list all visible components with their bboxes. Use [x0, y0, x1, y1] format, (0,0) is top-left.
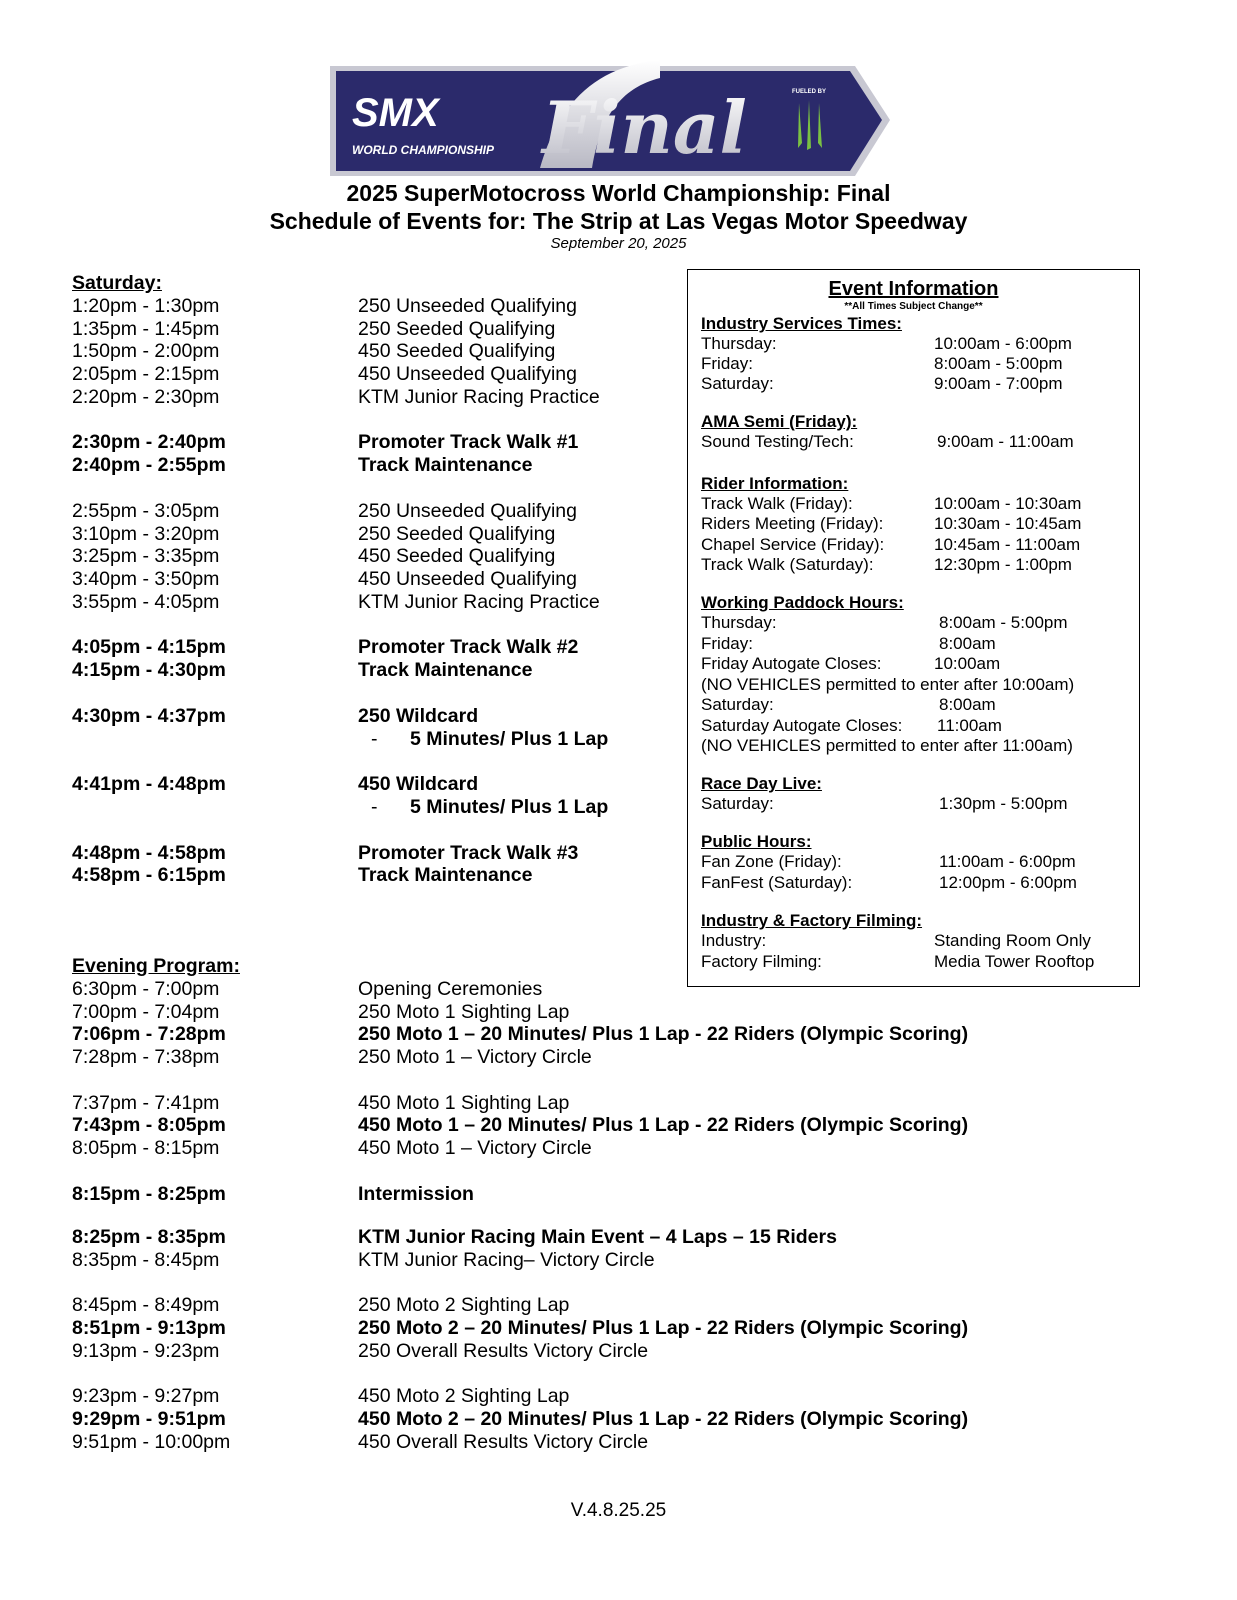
rider-information-heading: Rider Information: — [701, 474, 849, 493]
info-row: Friday: 8:00am - 5:00pm — [701, 354, 1063, 373]
logo-graphic — [330, 58, 900, 182]
logo-smx-text: SMX — [352, 91, 439, 135]
schedule-row: 3:40pm - 3:50pm 450 Unseeded Qualifying — [72, 568, 577, 590]
schedule-row: 8:05pm - 8:15pm 450 Moto 1 – Victory Circle — [72, 1137, 592, 1159]
info-row: Riders Meeting (Friday): 10:30am - 10:45am — [701, 514, 1082, 533]
info-row: Factory Filming: Media Tower Rooftop — [701, 952, 1095, 971]
info-row: Friday Autogate Closes: 10:00am — [701, 654, 1001, 673]
schedule-row: 3:10pm - 3:20pm 250 Seeded Qualifying — [72, 523, 556, 545]
schedule-row: 7:28pm - 7:38pm 250 Moto 1 – Victory Circle — [72, 1046, 592, 1068]
schedule-row: 7:00pm - 7:04pm 250 Moto 1 Sighting Lap — [72, 1001, 570, 1023]
info-title: Event Information — [828, 278, 999, 300]
schedule-row: 1:20pm - 1:30pm 250 Unseeded Qualifying — [72, 295, 577, 317]
info-row: Friday: 8:00am — [701, 634, 996, 653]
schedule-row: 8:35pm - 8:45pm KTM Junior Racing– Victory Circle — [72, 1249, 655, 1271]
info-row: Industry: Standing Room Only — [701, 931, 1091, 950]
schedule-row: 6:30pm - 7:00pm Opening Ceremonies — [72, 978, 543, 1000]
logo-final-text: Final — [542, 85, 747, 170]
schedule-row: 4:58pm - 6:15pm Track Maintenance — [72, 864, 533, 886]
ama-semi-heading: AMA Semi (Friday): — [701, 412, 858, 431]
schedule-row: 9:29pm - 9:51pm 450 Moto 2 – 20 Minutes/ Plus 1 Lap - 22 Riders (Olympic Scoring) — [72, 1408, 969, 1430]
event-date: September 20, 2025 — [550, 235, 687, 252]
version-label: V.4.8.25.25 — [570, 1500, 667, 1521]
saturday-heading: Saturday: — [72, 272, 162, 294]
schedule-row: 2:40pm - 2:55pm Track Maintenance — [72, 454, 533, 476]
schedule-row: 3:25pm - 3:35pm 450 Seeded Qualifying — [72, 545, 556, 567]
schedule-row: 3:55pm - 4:05pm KTM Junior Racing Practice — [72, 591, 600, 613]
info-row: Fan Zone (Friday): 11:00am - 6:00pm — [701, 852, 1076, 871]
schedule-row: 7:43pm - 8:05pm 450 Moto 1 – 20 Minutes/ Plus 1 Lap - 22 Riders (Olympic Scoring) — [72, 1114, 969, 1136]
schedule-row: 8:45pm - 8:49pm 250 Moto 2 Sighting Lap — [72, 1294, 570, 1316]
event-information-box — [687, 269, 1140, 987]
page-title: 2025 SuperMotocross World Championship: Final — [346, 180, 891, 206]
logo-world-championship-text: WORLD CHAMPIONSHIP — [352, 143, 494, 157]
schedule-row: 7:37pm - 7:41pm 450 Moto 1 Sighting Lap — [72, 1092, 570, 1114]
schedule-row: 2:30pm - 2:40pm Promoter Track Walk #1 — [72, 431, 579, 453]
page-subtitle: Schedule of Events for: The Strip at Las Vegas Motor Speedway — [269, 208, 968, 234]
info-row: Thursday: 10:00am - 6:00pm — [701, 334, 1072, 353]
logo-fueled-by-text: FUELED BY — [792, 89, 827, 95]
info-row: Chapel Service (Friday): 10:45am - 11:00am — [701, 535, 1081, 554]
schedule-row: 2:05pm - 2:15pm 450 Unseeded Qualifying — [72, 363, 577, 385]
schedule-row: 1:50pm - 2:00pm 450 Seeded Qualifying — [72, 340, 556, 362]
schedule-row: 4:30pm - 4:37pm 250 Wildcard — [72, 705, 479, 727]
schedule-row: 8:25pm - 8:35pm KTM Junior Racing Main Event – 4 Laps – 15 Riders — [72, 1226, 837, 1248]
schedule-row: 4:48pm - 4:58pm Promoter Track Walk #3 — [72, 842, 579, 864]
schedule-row: 7:06pm - 7:28pm 250 Moto 1 – 20 Minutes/ Plus 1 Lap - 22 Riders (Olympic Scoring) — [72, 1023, 969, 1045]
industry-services-heading: Industry Services Times: — [701, 314, 902, 333]
friday-vehicle-note: (NO VEHICLES permitted to enter after 10:00am) — [701, 675, 1075, 694]
info-row: Thursday: 8:00am - 5:00pm — [701, 613, 1068, 632]
schedule-row: 8:15pm - 8:25pm Intermission — [72, 1183, 474, 1205]
info-note: **All Times Subject Change** — [844, 301, 983, 312]
info-row: FanFest (Saturday): 12:00pm - 6:00pm — [701, 873, 1077, 892]
filming-heading: Industry & Factory Filming: — [701, 911, 923, 930]
schedule-row: 8:51pm - 9:13pm 250 Moto 2 – 20 Minutes/ Plus 1 Lap - 22 Riders (Olympic Scoring) — [72, 1317, 969, 1339]
schedule-row: 4:41pm - 4:48pm 450 Wildcard — [72, 773, 479, 795]
schedule-row: 9:23pm - 9:27pm 450 Moto 2 Sighting Lap — [72, 1385, 570, 1407]
info-row: Saturday Autogate Closes: 11:00am — [701, 716, 1002, 735]
public-hours-heading: Public Hours: — [701, 832, 812, 851]
working-paddock-heading: Working Paddock Hours: — [701, 593, 904, 612]
wildcard-250-detail: - 5 Minutes/ Plus 1 Lap — [371, 728, 609, 750]
info-row: Track Walk (Friday): 10:00am - 10:30am — [701, 494, 1082, 513]
evening-program-heading: Evening Program: — [72, 955, 240, 977]
wildcard-450-detail: - 5 Minutes/ Plus 1 Lap — [371, 796, 609, 818]
schedule-row: 2:55pm - 3:05pm 250 Unseeded Qualifying — [72, 500, 577, 522]
saturday-vehicle-note: (NO VEHICLES permitted to enter after 11:00am) — [701, 736, 1073, 755]
race-day-live-heading: Race Day Live: — [701, 774, 822, 793]
info-row: Saturday: 9:00am - 7:00pm — [701, 374, 1063, 393]
info-row: Sound Testing/Tech: 9:00am - 11:00am — [701, 432, 1074, 451]
info-row: Saturday: 1:30pm - 5:00pm — [701, 794, 1068, 813]
schedule-row: 2:20pm - 2:30pm KTM Junior Racing Practice — [72, 386, 600, 408]
schedule-row: 1:35pm - 1:45pm 250 Seeded Qualifying — [72, 318, 556, 340]
schedule-row: 9:13pm - 9:23pm 250 Overall Results Victory Circle — [72, 1340, 649, 1362]
schedule-row: 9:51pm - 10:00pm 450 Overall Results Victory Circle — [72, 1431, 649, 1453]
smx-final-logo — [330, 58, 900, 182]
info-row: Track Walk (Saturday): 12:30pm - 1:00pm — [701, 555, 1072, 574]
schedule-row: 4:15pm - 4:30pm Track Maintenance — [72, 659, 533, 681]
info-row: Saturday: 8:00am — [701, 695, 996, 714]
schedule-row: 4:05pm - 4:15pm Promoter Track Walk #2 — [72, 636, 579, 658]
